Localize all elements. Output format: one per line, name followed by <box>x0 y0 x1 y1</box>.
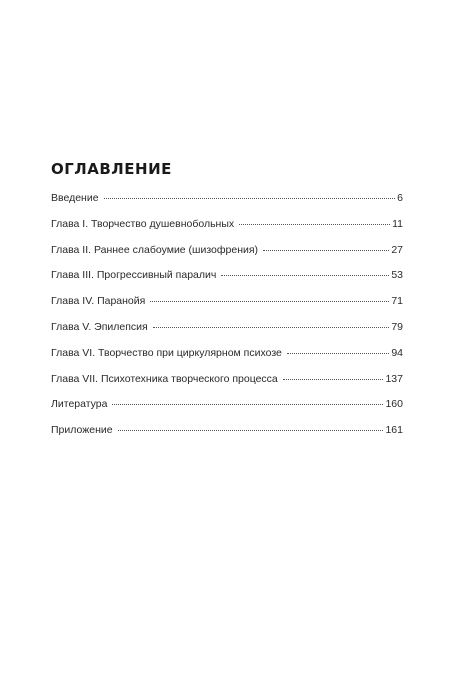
toc-entry-title: Глава VI. Творчество при циркулярном психозе <box>51 346 282 359</box>
toc-entry-title: Глава II. Раннее слабоумие (шизофрения) <box>51 243 259 256</box>
toc-entry-title: Глава I. Творчество душевнобольных <box>51 217 235 230</box>
dot-leader <box>153 327 390 328</box>
toc-entry-title: Глава IV. Паранойя <box>51 295 146 308</box>
toc-entry-chapter-6 <box>51 347 403 373</box>
dot-leader <box>118 430 384 431</box>
dot-leader <box>283 379 384 380</box>
toc-entry-page: 6 <box>397 192 403 204</box>
toc-entry-chapter-3 <box>51 269 403 295</box>
toc-entry-chapter-4 <box>51 295 403 321</box>
toc-entry-page: 79 <box>391 320 403 333</box>
dot-leader <box>239 224 390 225</box>
toc-entry-title: Глава VII. Психотехника творческого процесса <box>51 372 278 385</box>
toc-entry-title: Введение <box>51 192 99 204</box>
toc-list <box>51 192 403 450</box>
toc-entry-bibliography <box>51 398 403 424</box>
dot-leader <box>287 353 389 354</box>
toc-entry-title: Глава III. Прогрессивный паралич <box>51 269 217 282</box>
dot-leader <box>221 275 389 276</box>
toc-entry-page: 137 <box>385 372 403 385</box>
toc-entry-introduction <box>51 192 403 218</box>
toc-entry-title: Глава V. Эпилепсия <box>51 320 148 333</box>
dot-leader <box>104 198 396 199</box>
toc-entry-title: Литература <box>51 398 108 411</box>
toc-heading: ОГЛАВЛЕНИЕ <box>51 160 172 178</box>
toc-entry-page: 71 <box>391 295 403 308</box>
dot-leader <box>112 404 383 405</box>
toc-entry-appendix <box>51 424 403 450</box>
toc-entry-chapter-1 <box>51 218 403 244</box>
toc-entry-page: 94 <box>391 346 403 359</box>
toc-entry-page: 160 <box>385 398 403 411</box>
toc-entry-title: Приложение <box>51 424 113 437</box>
toc-entry-chapter-7 <box>51 373 403 399</box>
toc-entry-page: 161 <box>385 424 403 437</box>
dot-leader <box>263 250 389 251</box>
toc-entry-chapter-5 <box>51 321 403 347</box>
toc-entry-page: 27 <box>391 243 403 256</box>
toc-entry-page: 11 <box>392 217 403 230</box>
toc-entry-chapter-2 <box>51 244 403 270</box>
toc-entry-page: 53 <box>391 269 403 282</box>
dot-leader <box>150 301 389 302</box>
